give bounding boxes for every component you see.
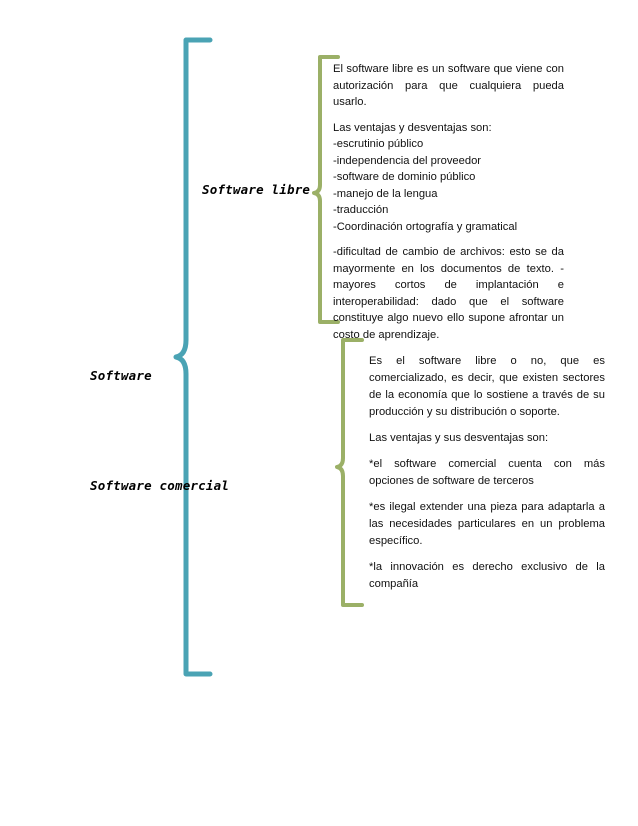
comercial-text-block [369, 353, 605, 593]
libre-item-5: -traducción [333, 204, 389, 216]
libre-label: Software libre [202, 182, 311, 197]
libre-item-1: -escrutinio público [333, 138, 424, 150]
libre-item-3: -software de dominio público [333, 171, 476, 183]
libre-definition: El software libre es un software que viene con autorización para que cualquiera pueda usarlo. [333, 63, 564, 108]
root-label: Software [90, 368, 152, 383]
main-brace [176, 40, 210, 674]
comercial-point-2: *es ilegal extender una pieza para adaptarla a las necesidades particulares en un problema específico. [369, 501, 605, 547]
comercial-definition: Es el software libre o no, que es comercializado, es decir, que existen sectores de la economía que lo sostiene a través de su producción y su distribución o soporte. [369, 355, 605, 418]
comercial-label: Software comercial [90, 478, 230, 493]
libre-text-block [333, 61, 564, 343]
comercial-point-3: *la innovación es derecho exclusivo de la compañía [369, 561, 605, 590]
libre-paragraph: -dificultad de cambio de archivos: esto se da mayormente en los documentos de texto. -mayores cortos de implantación e interoperabilidad: dado que el software constituye algo nuevo ello supone afrontar un costo de aprendizaje. [333, 246, 564, 341]
comercial-point-1: *el software comercial cuenta con más opciones de software de terceros [369, 458, 605, 487]
libre-item-4: -manejo de la lengua [333, 187, 438, 200]
comercial-brace [337, 340, 362, 605]
libre-item-2: -independencia del proveedor [333, 154, 482, 167]
libre-item-6: -Coordinación ortografía y gramatical [333, 220, 518, 233]
libre-intro: Las ventajas y desventajas son: [333, 121, 492, 134]
comercial-intro: Las ventajas y sus desventajas son: [369, 432, 549, 444]
